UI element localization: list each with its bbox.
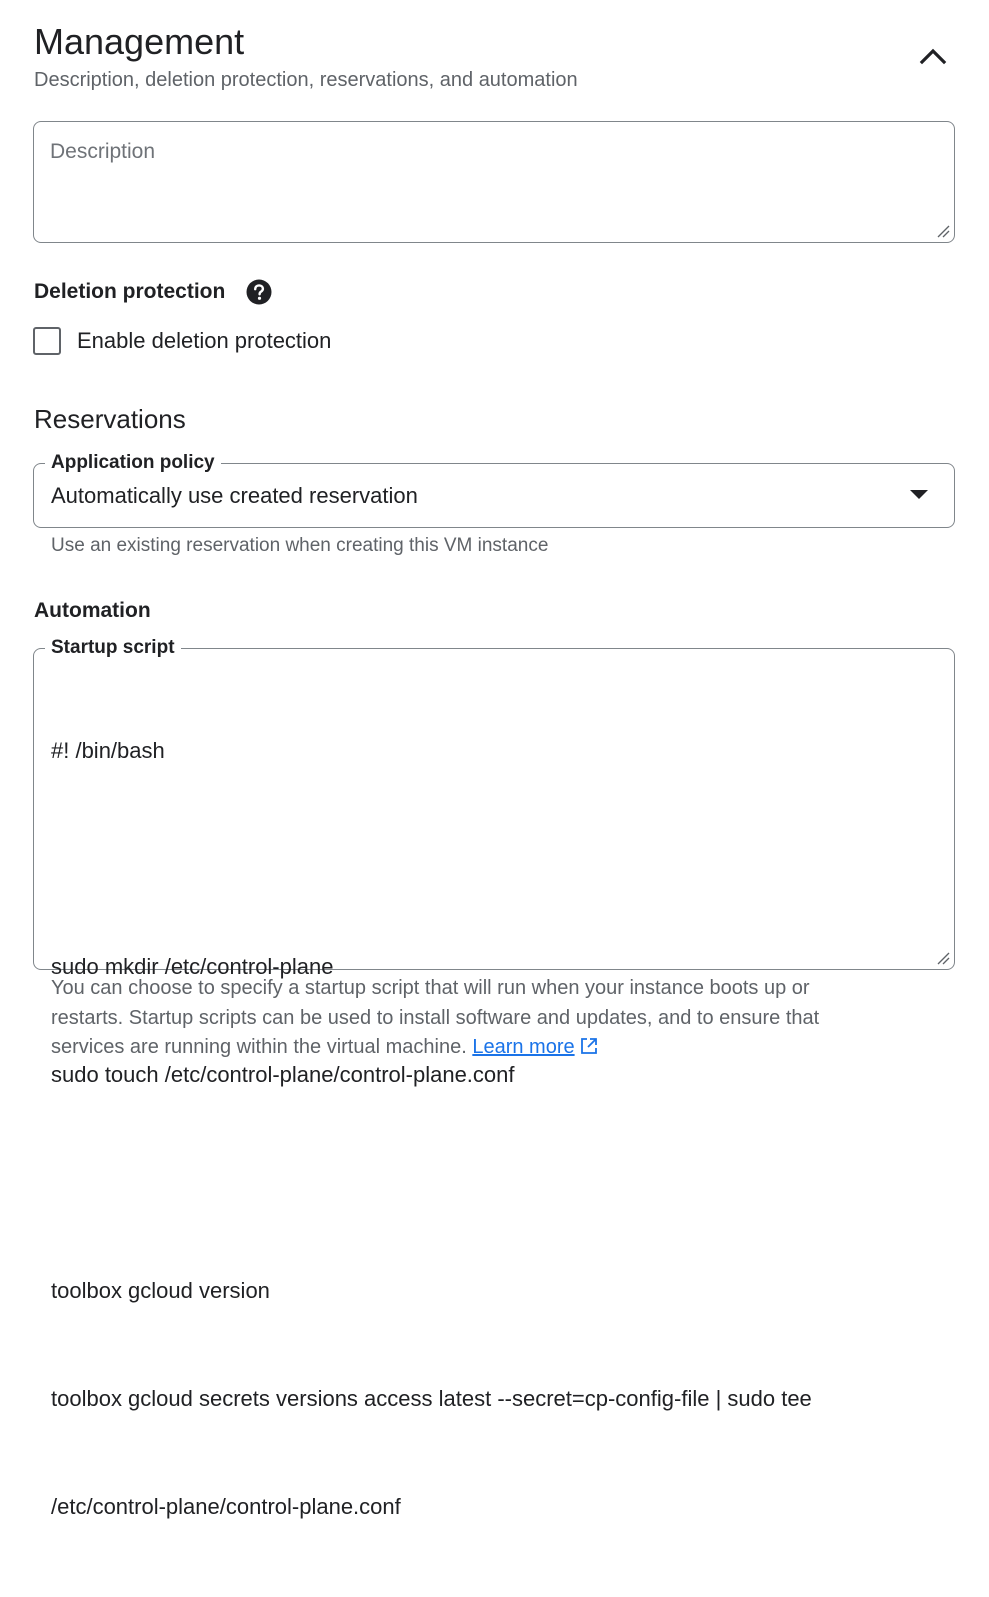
application-policy-value: Automatically use created reservation bbox=[51, 483, 418, 508]
deletion-protection-heading: Deletion protection bbox=[34, 280, 226, 303]
reservations-helper-text: Use an existing reservation when creating this VM instance bbox=[51, 535, 549, 556]
reservations-heading: Reservations bbox=[34, 404, 186, 434]
helper-line: restarts. Startup scripts can be used to install software and updates, and to ensure that bbox=[51, 1006, 820, 1029]
learn-more-link[interactable]: Learn more bbox=[472, 1036, 575, 1058]
helper-line-text: services are running within the virtual machine. bbox=[51, 1036, 467, 1058]
script-line bbox=[51, 1165, 914, 1201]
resize-handle-icon[interactable] bbox=[936, 224, 950, 238]
deletion-protection-label[interactable]: Enable deletion protection bbox=[77, 328, 332, 353]
help-circle-icon bbox=[246, 279, 272, 305]
helper-line bbox=[51, 1033, 911, 1063]
section-title: Management bbox=[34, 21, 245, 62]
deletion-help-button[interactable] bbox=[246, 279, 272, 305]
automation-heading: Automation bbox=[34, 599, 151, 622]
startup-script-input[interactable] bbox=[51, 661, 914, 1597]
script-line: sudo mkdir /etc/control-plane bbox=[51, 954, 334, 979]
helper-line: You can choose to specify a startup script that will run when your instance boots up or bbox=[51, 977, 810, 999]
collapse-button[interactable] bbox=[912, 38, 954, 74]
script-line: sudo touch /etc/control-plane/control-plane.conf bbox=[51, 1062, 515, 1087]
script-line: /etc/control-plane/control-plane.conf bbox=[51, 1494, 401, 1519]
script-line: toolbox gcloud secrets versions access latest --secret=cp-config-file | sudo tee bbox=[51, 1386, 812, 1411]
description-input[interactable] bbox=[34, 122, 954, 242]
script-line: toolbox gcloud version bbox=[51, 1278, 270, 1303]
section-subtitle: Description, deletion protection, reservations, and automation bbox=[34, 69, 578, 91]
dropdown-arrow-icon bbox=[910, 490, 928, 499]
deletion-protection-checkbox[interactable] bbox=[33, 327, 61, 355]
script-line bbox=[51, 841, 914, 877]
resize-handle-icon[interactable] bbox=[936, 951, 950, 965]
open-in-new-icon[interactable] bbox=[579, 1036, 599, 1056]
application-policy-label: Application policy bbox=[45, 451, 221, 475]
script-line: #! /bin/bash bbox=[51, 738, 165, 763]
startup-script-label: Startup script bbox=[45, 636, 181, 660]
application-policy-select[interactable] bbox=[33, 452, 955, 528]
startup-script-helper-text bbox=[51, 974, 911, 1063]
chevron-up-icon bbox=[912, 38, 954, 74]
description-field[interactable] bbox=[33, 121, 955, 243]
